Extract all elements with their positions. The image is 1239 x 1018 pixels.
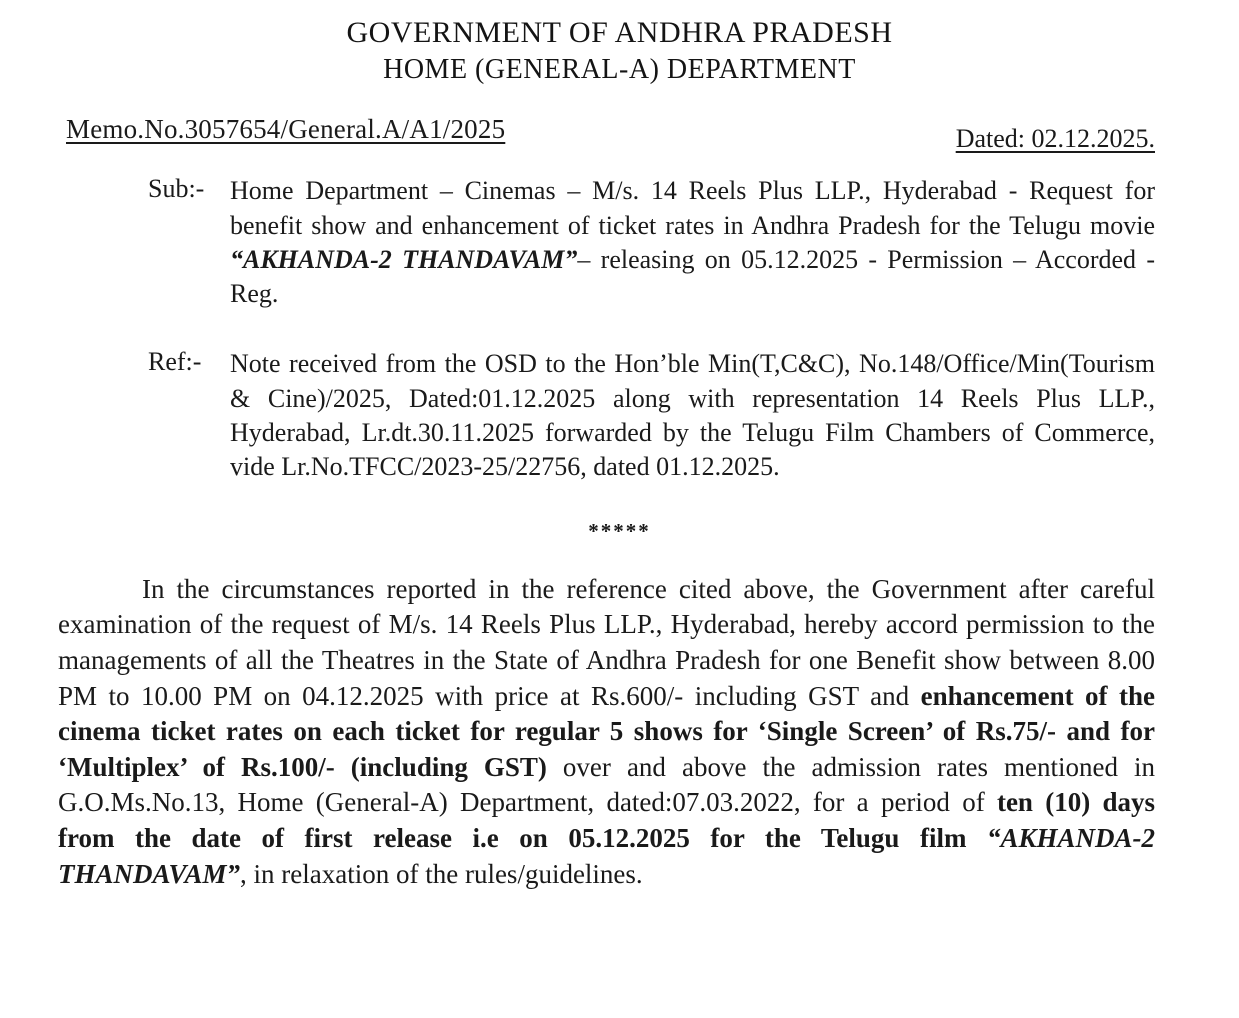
reference-block <box>0 347 1239 484</box>
subject-block <box>0 174 1239 311</box>
government-title: GOVERNMENT OF ANDHRA PRADESH <box>346 16 893 49</box>
reference-text: Note received from the OSD to the Hon’ble Min(T,C&C), No.148/Office/Min(Tourism & Cine)/2025, Dated:01.12.2025 along with representation 14 Reels Plus LLP., Hyderabad, Lr.dt.30.11.2025 forwarded by the Telugu Film Chambers of Commerce, vide Lr.No.TFCC/2023-25/22756, dated 01.12.2025. <box>230 349 1155 482</box>
reference-label: Ref:- <box>148 347 202 377</box>
body-segment-intro: In the circumstances reported in the reference cited above, the Government after careful examination of the request of M/s. 14 Reels Plus LLP., Hyderabad, hereby accord permission to the managements of all the Theatres in the State of Andhra Pradesh for one Benefit show between 8.00 PM to 10.00 PM on 04.12.2025 with price at Rs.600/- including GST and <box>58 573 1155 711</box>
asterisk-separator: ***** <box>588 518 651 543</box>
body-segment-closing: , in relaxation of the rules/guidelines. <box>240 858 643 889</box>
body-segment-rate-enhancement: enhancement of the cinema ticket rates on each ticket for regular 5 shows for ‘Single Screen’ of Rs.75/- and for ‘Multiplex’ of Rs.100/- (including GST) <box>58 680 1155 782</box>
memo-number: Memo.No.3057654/General.A/A1/2025 <box>66 114 506 145</box>
body-open-quote: “ <box>986 823 1001 854</box>
body-segment-go-reference: over and above the admission rates mentioned in G.O.Ms.No.13, Home (General-A) Department, dated:07.03.2022, for a period of <box>58 751 1156 818</box>
memo-date: Dated: 02.12.2025. <box>955 124 1155 154</box>
subject-label: Sub:- <box>148 174 205 204</box>
memo-reference-row <box>0 114 1239 158</box>
subject-text-part1: Home Department – Cinemas – M/s. 14 Reels Plus LLP., Hyderabad - Request for benefit show and enhancement of ticket rates in Andhra Pradesh for the Telugu movie <box>230 176 1155 240</box>
subject-open-quote: “ <box>230 244 243 274</box>
subject-close-quote: ” <box>564 244 578 274</box>
order-body-paragraph <box>0 572 1239 893</box>
department-title: HOME (GENERAL-A) DEPARTMENT <box>383 54 856 86</box>
body-movie-title: AKHANDA-2 THANDAVAM <box>58 823 1155 889</box>
subject-movie-title: AKHANDA-2 THANDAVAM <box>243 244 565 274</box>
subject-text-part2: – releasing on 05.12.2025 - Permission – Accorded - Reg. <box>230 244 1155 309</box>
subject-text <box>230 174 1155 311</box>
body-close-quote: ” <box>226 858 241 889</box>
document-header <box>0 0 1239 88</box>
body-segment-duration: ten (10) days from the date of first release i.e on 05.12.2025 for the Telugu film <box>58 787 1155 854</box>
